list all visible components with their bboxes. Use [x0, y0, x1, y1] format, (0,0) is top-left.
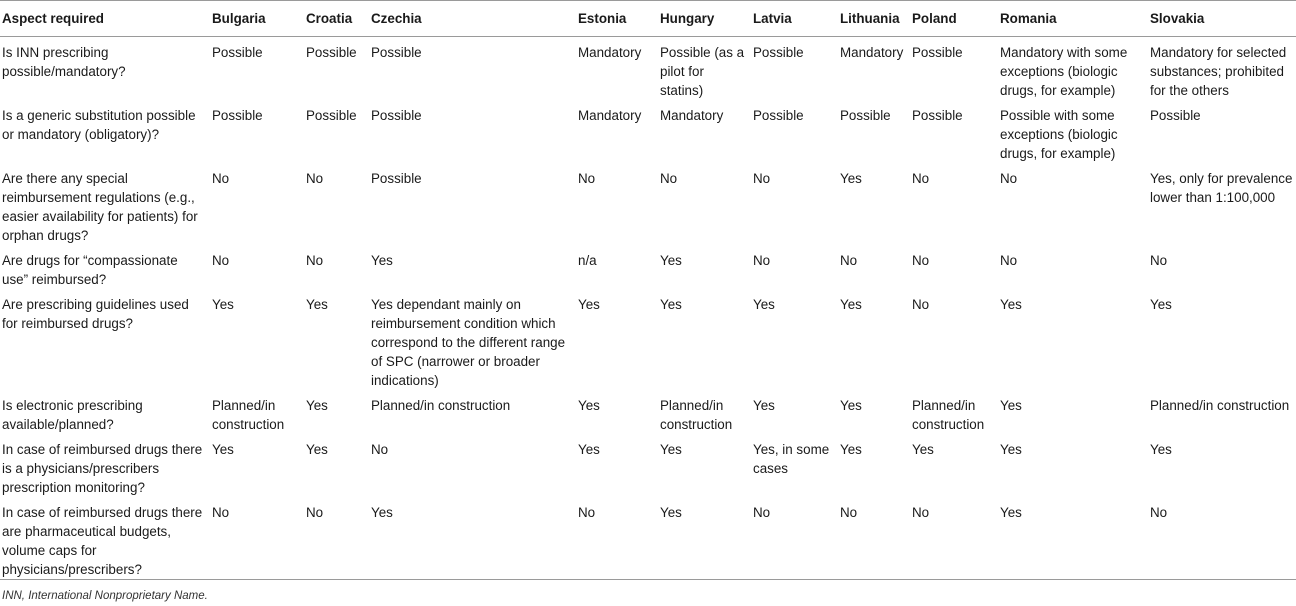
- cell-line: Yes: [753, 297, 775, 312]
- cell-line: Yes: [306, 398, 328, 413]
- table-body: [0, 37, 1296, 580]
- aspect-cell: [0, 163, 212, 245]
- cell-line: Mandatory: [840, 45, 904, 60]
- cell-lithuania: [840, 245, 912, 289]
- cell-line: No: [212, 505, 230, 520]
- cell-line: Possible: [1150, 108, 1201, 123]
- cell-poland: [912, 163, 1000, 245]
- cell-poland: [912, 390, 1000, 434]
- table-row: [0, 163, 1296, 245]
- cell-line: for reimbursed drugs?: [2, 316, 133, 331]
- cell-czechia: [371, 289, 578, 390]
- cell-hungary: [660, 163, 753, 245]
- aspect-cell: [0, 497, 212, 580]
- cell-line: Possible: [306, 108, 357, 123]
- cell-romania: [1000, 497, 1150, 580]
- cell-line: No: [912, 505, 930, 520]
- aspect-cell: [0, 390, 212, 434]
- cell-hungary: [660, 434, 753, 497]
- cell-line: Yes: [660, 297, 682, 312]
- cell-line: drugs, for example): [1000, 146, 1116, 161]
- cell-line: Mandatory: [578, 108, 642, 123]
- column-header-romania: Romania: [1000, 1, 1150, 37]
- cell-line: No: [1150, 505, 1168, 520]
- cell-line: Yes: [1150, 442, 1172, 457]
- cell-line: Yes: [1150, 297, 1172, 312]
- cell-croatia: [306, 100, 371, 163]
- cell-slovakia: [1150, 390, 1296, 434]
- cell-line: Yes: [912, 442, 934, 457]
- cell-line: Yes: [660, 442, 682, 457]
- cell-line: Yes: [1000, 398, 1022, 413]
- cell-slovakia: [1150, 100, 1296, 163]
- cell-bulgaria: [212, 289, 306, 390]
- footnote: INN, International Nonproprietary Name.: [2, 590, 208, 602]
- cell-lithuania: [840, 163, 912, 245]
- cell-line: Yes: [578, 398, 600, 413]
- cell-line: No: [660, 171, 678, 186]
- cell-line: No: [578, 505, 596, 520]
- cell-line: Yes: [306, 442, 328, 457]
- column-header-croatia: Croatia: [306, 1, 371, 37]
- column-header-slovakia: Slovakia: [1150, 1, 1296, 37]
- cell-line: Possible: [212, 45, 263, 60]
- cell-lithuania: [840, 390, 912, 434]
- cell-line: construction: [912, 417, 985, 432]
- column-header-aspect: Aspect required: [0, 1, 212, 37]
- cell-line: Yes: [840, 398, 862, 413]
- cell-line: No: [1150, 253, 1168, 268]
- cell-czechia: [371, 497, 578, 580]
- cell-slovakia: [1150, 434, 1296, 497]
- cell-slovakia: [1150, 289, 1296, 390]
- cell-romania: [1000, 434, 1150, 497]
- aspect-cell: [0, 100, 212, 163]
- cell-hungary: [660, 289, 753, 390]
- cell-line: Yes, only for prevalence: [1150, 171, 1293, 186]
- cell-line: Yes: [371, 253, 393, 268]
- cell-line: No: [1000, 253, 1018, 268]
- cell-latvia: [753, 390, 840, 434]
- table-row: [0, 245, 1296, 289]
- cell-slovakia: [1150, 497, 1296, 580]
- cell-line: Is electronic prescribing: [2, 398, 143, 413]
- aspect-cell: [0, 245, 212, 289]
- cell-lithuania: [840, 100, 912, 163]
- cell-lithuania: [840, 434, 912, 497]
- table-row: [0, 100, 1296, 163]
- cell-latvia: [753, 37, 840, 101]
- cell-latvia: [753, 100, 840, 163]
- cell-slovakia: [1150, 37, 1296, 101]
- cell-line: Mandatory: [660, 108, 724, 123]
- cell-czechia: [371, 390, 578, 434]
- cell-line: Yes: [212, 442, 234, 457]
- cell-line: Possible: [753, 108, 804, 123]
- cell-hungary: [660, 497, 753, 580]
- cell-line: Yes, in some: [753, 442, 830, 457]
- cell-estonia: [578, 497, 660, 580]
- cell-romania: [1000, 163, 1150, 245]
- column-header-estonia: Estonia: [578, 1, 660, 37]
- cell-czechia: [371, 100, 578, 163]
- cell-hungary: [660, 37, 753, 101]
- cell-croatia: [306, 163, 371, 245]
- cell-line: No: [912, 297, 930, 312]
- cell-line: pilot for: [660, 64, 704, 79]
- cell-line: Yes: [306, 297, 328, 312]
- cell-line: possible/mandatory?: [2, 64, 126, 79]
- cell-line: statins): [660, 83, 704, 98]
- cell-czechia: [371, 434, 578, 497]
- cell-line: No: [840, 253, 858, 268]
- cell-line: No: [306, 171, 324, 186]
- cell-line: available/planned?: [2, 417, 114, 432]
- cell-estonia: [578, 245, 660, 289]
- cell-hungary: [660, 100, 753, 163]
- cell-line: orphan drugs?: [2, 228, 89, 243]
- cell-line: Yes: [660, 253, 682, 268]
- cell-poland: [912, 100, 1000, 163]
- cell-line: Possible: [371, 45, 422, 60]
- cell-line: In case of reimbursed drugs there: [2, 505, 203, 520]
- cell-line: Planned/in construction: [1150, 398, 1290, 413]
- cell-estonia: [578, 163, 660, 245]
- cell-line: Are prescribing guidelines used: [2, 297, 189, 312]
- aspect-cell: [0, 37, 212, 101]
- cell-latvia: [753, 245, 840, 289]
- column-header-lithuania: Lithuania: [840, 1, 912, 37]
- cell-line: Planned/in: [212, 398, 276, 413]
- table-row: [0, 497, 1296, 580]
- cell-line: exceptions (biologic: [1000, 64, 1118, 79]
- cell-line: use” reimbursed?: [2, 272, 107, 287]
- cell-line: No: [371, 442, 389, 457]
- cell-line: Mandatory: [578, 45, 642, 60]
- cell-line: No: [212, 253, 230, 268]
- cell-romania: [1000, 245, 1150, 289]
- cell-bulgaria: [212, 497, 306, 580]
- cell-line: substances; prohibited: [1150, 64, 1284, 79]
- cell-line: Is INN prescribing: [2, 45, 109, 60]
- cell-bulgaria: [212, 390, 306, 434]
- cell-line: Yes: [753, 398, 775, 413]
- cell-bulgaria: [212, 163, 306, 245]
- cell-line: Possible with some: [1000, 108, 1115, 123]
- cell-line: drugs, for example): [1000, 83, 1116, 98]
- cell-line: exceptions (biologic: [1000, 127, 1118, 142]
- table-row: [0, 37, 1296, 101]
- cell-bulgaria: [212, 100, 306, 163]
- cell-line: Possible: [753, 45, 804, 60]
- cell-line: Planned/in construction: [371, 398, 511, 413]
- cell-poland: [912, 434, 1000, 497]
- cell-latvia: [753, 163, 840, 245]
- cell-line: No: [1000, 171, 1018, 186]
- cell-line: for the others: [1150, 83, 1229, 98]
- cell-poland: [912, 245, 1000, 289]
- cell-line: Planned/in: [912, 398, 976, 413]
- header-row: [0, 1, 1296, 37]
- cell-croatia: [306, 289, 371, 390]
- cell-czechia: [371, 163, 578, 245]
- cell-line: Planned/in: [660, 398, 724, 413]
- cell-line: Yes: [840, 171, 862, 186]
- cell-line: construction: [212, 417, 285, 432]
- cell-slovakia: [1150, 163, 1296, 245]
- cell-line: or mandatory (obligatory)?: [2, 127, 160, 142]
- cell-line: Yes: [578, 442, 600, 457]
- cell-estonia: [578, 434, 660, 497]
- cell-line: construction: [660, 417, 733, 432]
- cell-line: No: [840, 505, 858, 520]
- cell-czechia: [371, 37, 578, 101]
- cell-line: Yes dependant mainly on: [371, 297, 521, 312]
- cell-line: cases: [753, 461, 788, 476]
- cell-line: reimbursement regulations (e.g.,: [2, 190, 195, 205]
- table-row: [0, 434, 1296, 497]
- cell-estonia: [578, 100, 660, 163]
- cell-lithuania: [840, 37, 912, 101]
- cell-croatia: [306, 390, 371, 434]
- cell-estonia: [578, 289, 660, 390]
- cell-latvia: [753, 289, 840, 390]
- cell-line: No: [578, 171, 596, 186]
- cell-line: Possible: [371, 171, 422, 186]
- cell-line: physicians/prescribers?: [2, 562, 142, 577]
- cell-croatia: [306, 37, 371, 101]
- cell-line: No: [912, 171, 930, 186]
- cell-slovakia: [1150, 245, 1296, 289]
- cell-romania: [1000, 390, 1150, 434]
- cell-bulgaria: [212, 434, 306, 497]
- cell-estonia: [578, 390, 660, 434]
- cell-bulgaria: [212, 245, 306, 289]
- cell-line: Yes: [1000, 505, 1022, 520]
- cell-bulgaria: [212, 37, 306, 101]
- cell-line: Mandatory with some: [1000, 45, 1128, 60]
- cell-line: correspond to the different range: [371, 335, 566, 350]
- cell-estonia: [578, 37, 660, 101]
- cell-line: Are there any special: [2, 171, 128, 186]
- cell-poland: [912, 37, 1000, 101]
- cell-line: Yes: [1000, 297, 1022, 312]
- cell-czechia: [371, 245, 578, 289]
- cell-line: lower than 1:100,000: [1150, 190, 1276, 205]
- cell-romania: [1000, 100, 1150, 163]
- cell-line: Yes: [840, 442, 862, 457]
- cell-line: prescription monitoring?: [2, 480, 145, 495]
- table-row: [0, 390, 1296, 434]
- cell-line: In case of reimbursed drugs there: [2, 442, 203, 457]
- column-header-poland: Poland: [912, 1, 1000, 37]
- cell-line: Yes: [371, 505, 393, 520]
- cell-line: Possible: [212, 108, 263, 123]
- table-row: [0, 289, 1296, 390]
- cell-croatia: [306, 245, 371, 289]
- column-header-czechia: Czechia: [371, 1, 578, 37]
- cell-romania: [1000, 289, 1150, 390]
- cell-line: Yes: [578, 297, 600, 312]
- cell-hungary: [660, 245, 753, 289]
- cell-hungary: [660, 390, 753, 434]
- cell-line: reimbursement condition which: [371, 316, 556, 331]
- aspect-cell: [0, 289, 212, 390]
- cell-lithuania: [840, 289, 912, 390]
- cell-line: No: [212, 171, 230, 186]
- cell-latvia: [753, 497, 840, 580]
- column-header-latvia: Latvia: [753, 1, 840, 37]
- column-header-hungary: Hungary: [660, 1, 753, 37]
- cell-line: Yes: [660, 505, 682, 520]
- cell-line: No: [753, 253, 771, 268]
- cell-line: Yes: [1000, 442, 1022, 457]
- cell-line: No: [753, 505, 771, 520]
- column-header-bulgaria: Bulgaria: [212, 1, 306, 37]
- cell-line: No: [306, 505, 324, 520]
- cell-line: Mandatory for selected: [1150, 45, 1287, 60]
- cell-line: Possible: [371, 108, 422, 123]
- cell-line: Possible: [306, 45, 357, 60]
- cell-line: is a physicians/prescribers: [2, 461, 160, 476]
- cell-line: Possible: [840, 108, 891, 123]
- cell-latvia: [753, 434, 840, 497]
- cell-line: Yes: [212, 297, 234, 312]
- cell-poland: [912, 289, 1000, 390]
- cell-line: Is a generic substitution possible: [2, 108, 196, 123]
- cell-poland: [912, 497, 1000, 580]
- cell-line: volume caps for: [2, 543, 97, 558]
- aspect-cell: [0, 434, 212, 497]
- cell-line: n/a: [578, 253, 597, 268]
- cell-line: Possible: [912, 108, 963, 123]
- cell-line: No: [753, 171, 771, 186]
- cell-line: easier availability for patients) for: [2, 209, 198, 224]
- cell-line: No: [912, 253, 930, 268]
- cell-line: No: [306, 253, 324, 268]
- cell-line: are pharmaceutical budgets,: [2, 524, 171, 539]
- cell-romania: [1000, 37, 1150, 101]
- cell-lithuania: [840, 497, 912, 580]
- cell-line: Possible: [912, 45, 963, 60]
- cell-croatia: [306, 434, 371, 497]
- cell-line: Yes: [840, 297, 862, 312]
- cell-line: of SPC (narrower or broader: [371, 354, 540, 369]
- cell-line: Possible (as a: [660, 45, 745, 60]
- cell-croatia: [306, 497, 371, 580]
- cell-line: indications): [371, 373, 439, 388]
- cell-line: Are drugs for “compassionate: [2, 253, 178, 268]
